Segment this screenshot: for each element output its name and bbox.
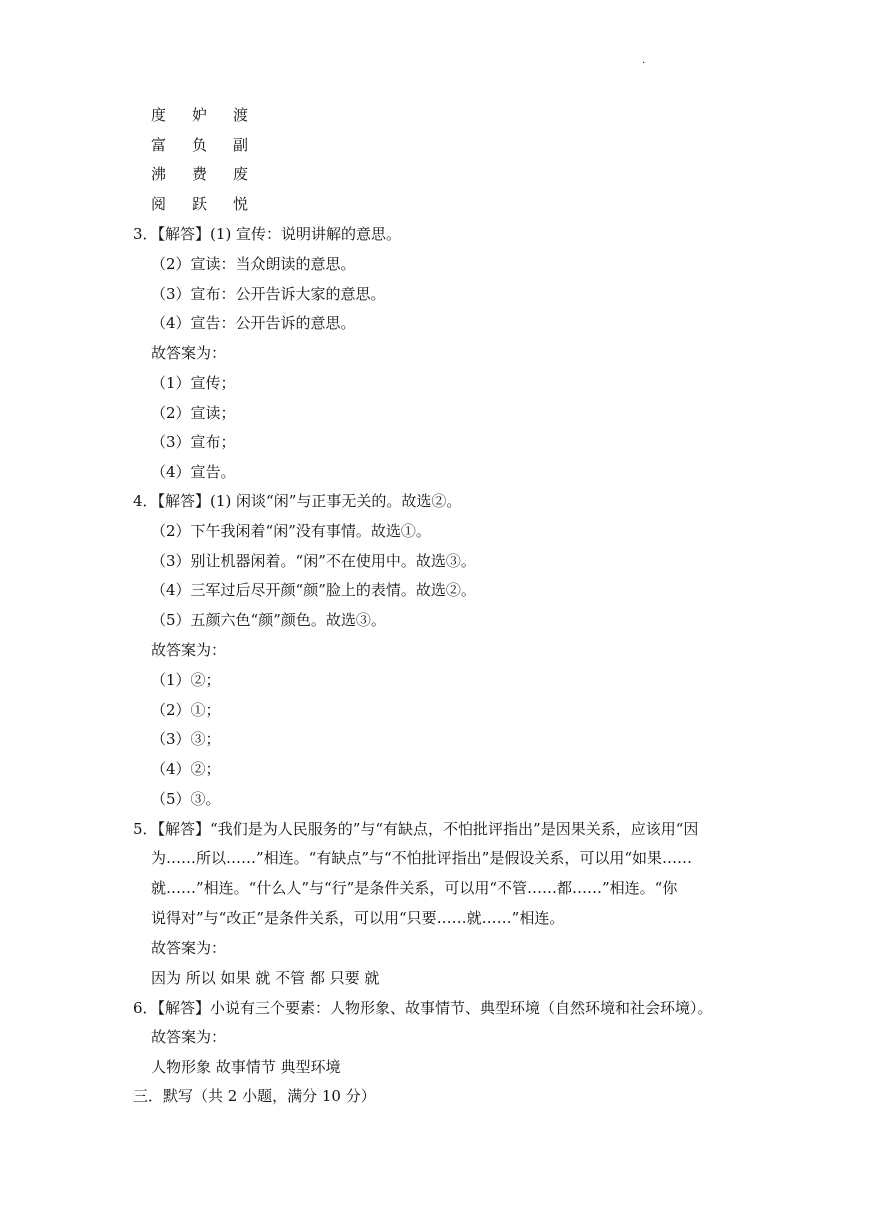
q6-head: 6．【解答】小说有三个要素：人物形象、故事情节、典型环境（自然环境和社会环境）。 — [133, 999, 713, 1017]
q3-head: 3．【解答】(1) 宣传：说明讲解的意思。 — [133, 225, 402, 243]
q3-answer: （2）宣读； — [151, 404, 236, 422]
char-row-1 — [151, 105, 274, 125]
q4-answer-label: 故答案为： — [151, 641, 227, 659]
q5-answer-label: 故答案为： — [151, 939, 227, 957]
q3-answer: （4）宣告。 — [151, 463, 236, 481]
q4-answer: （1）②； — [151, 671, 221, 689]
char-row-2 — [151, 135, 274, 155]
char: 妒 — [192, 106, 208, 124]
q3-answer: （3）宣布； — [151, 433, 236, 451]
char: 负 — [192, 136, 208, 154]
q3-answer-label: 故答案为： — [151, 344, 227, 362]
q4-line: （2）下午我闲着“闲”没有事情。故选①。 — [151, 522, 431, 540]
q4-head: 4．【解答】(1) 闲谈“闲”与正事无关的。故选②。 — [133, 492, 462, 510]
char: 沸 — [151, 165, 167, 183]
q4-answer: （4）②； — [151, 760, 221, 778]
q4-answer: （5）③。 — [151, 790, 221, 808]
q5-line: 说得对”与“改正”是条件关系，可以用“只要……就……”相连。 — [151, 909, 565, 927]
char-row-4 — [151, 194, 274, 214]
char: 度 — [151, 106, 167, 124]
q5-line: 5．【解答】“我们是为人民服务的”与“有缺点，不怕批评指出”是因果关系，应该用“因 — [133, 820, 699, 838]
q5-line: 就……”相连。“什么人”与“行”是条件关系，可以用“不管……都……”相连。“你 — [151, 879, 678, 897]
q4-answer: （2）①； — [151, 701, 221, 719]
q3-line: （3）宣布：公开告诉大家的意思。 — [151, 285, 386, 303]
q6-answer-label: 故答案为： — [151, 1028, 227, 1046]
q3-line: （2）宣读：当众朗读的意思。 — [151, 255, 356, 273]
q3-answer: （1）宣传； — [151, 374, 236, 392]
char: 渡 — [233, 106, 249, 124]
section-heading: 三．默写（共 2 小题，满分 10 分） — [133, 1087, 376, 1105]
char-row-3 — [151, 164, 274, 184]
q4-line: （3）别让机器闲着。“闲”不在使用中。故选③。 — [151, 552, 476, 570]
char: 费 — [192, 165, 208, 183]
q5-answer: 因为 所以 如果 就 不管 都 只要 就 — [151, 969, 380, 987]
char: 副 — [233, 136, 249, 154]
q6-answer: 人物形象 故事情节 典型环境 — [151, 1058, 341, 1076]
char: 富 — [151, 136, 167, 154]
q3-line: （4）宣告：公开告诉的意思。 — [151, 314, 356, 332]
q5-line: 为……所以……”相连。“有缺点”与“不怕批评指出”是假设关系，可以用“如果…… — [151, 849, 693, 867]
char: 阅 — [151, 195, 167, 213]
char: 跃 — [192, 195, 208, 213]
q4-line: （5）五颜六色“颜”颜色。故选③。 — [151, 611, 386, 629]
q4-line: （4）三军过后尽开颜“颜”脸上的表情。故选②。 — [151, 581, 476, 599]
char: 悦 — [233, 195, 249, 213]
char: 废 — [233, 165, 249, 183]
page-dot: . — [642, 55, 646, 66]
q4-answer: （3）③； — [151, 730, 221, 748]
